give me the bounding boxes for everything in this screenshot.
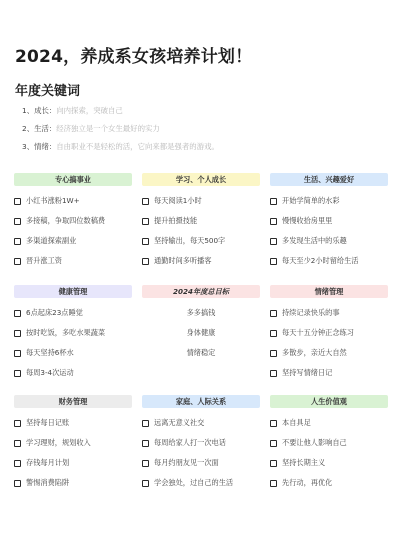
keyword-item — [22, 138, 392, 156]
item-text: 持续记录快乐的事 — [282, 308, 340, 317]
checkbox-icon[interactable] — [270, 238, 277, 245]
checklist-item[interactable] — [270, 323, 388, 343]
item-text: 本自具足 — [282, 418, 311, 427]
checkbox-icon[interactable] — [142, 460, 149, 467]
checklist-item[interactable] — [142, 453, 260, 473]
checklist-item[interactable] — [270, 433, 388, 453]
card-title: 家庭、人际关系 — [142, 395, 260, 408]
checklist-item[interactable] — [270, 363, 388, 383]
checklist-item[interactable] — [14, 433, 132, 453]
checkbox-icon[interactable] — [142, 198, 149, 205]
card-career — [14, 173, 132, 271]
item-text: 不要让他人影响自己 — [282, 438, 347, 447]
item-text: 多多搞钱 — [186, 308, 216, 317]
checklist-item[interactable] — [14, 363, 132, 383]
checkbox-icon[interactable] — [14, 310, 21, 317]
checklist-item[interactable] — [142, 433, 260, 453]
keyword-item — [22, 102, 392, 120]
checklist-item[interactable] — [142, 191, 260, 211]
checkbox-icon[interactable] — [14, 238, 21, 245]
item-text: 坚持写情绪日记 — [282, 368, 333, 377]
item-text: 慢慢收拾房里里 — [282, 216, 333, 225]
item-text: 提升拍摄技能 — [154, 216, 198, 225]
checkbox-icon[interactable] — [14, 440, 21, 447]
card-learning — [142, 173, 260, 271]
item-text: 每天阅读1小时 — [154, 196, 202, 205]
checkbox-icon[interactable] — [14, 420, 21, 427]
checkbox-icon[interactable] — [270, 420, 277, 427]
checkbox-icon[interactable] — [270, 440, 277, 447]
keywords-list — [22, 102, 392, 156]
item-text: 晋升涨工资 — [26, 256, 62, 265]
item-text: 坚持长期主义 — [282, 458, 326, 467]
checklist-item[interactable] — [270, 191, 388, 211]
item-text: 身体健康 — [186, 328, 216, 337]
checkbox-icon[interactable] — [270, 330, 277, 337]
checkbox-icon[interactable] — [14, 350, 21, 357]
item-text: 坚持输出，每天500字 — [154, 236, 226, 245]
checklist-item[interactable] — [270, 413, 388, 433]
card-title: 财务管理 — [14, 395, 132, 408]
item-text: 开始学简单的水彩 — [282, 196, 340, 205]
card-list — [14, 191, 132, 271]
checkbox-icon[interactable] — [142, 238, 149, 245]
checklist-item[interactable] — [142, 413, 260, 433]
item-text: 每月约朋友见一次面 — [154, 458, 219, 467]
checklist-item[interactable] — [14, 211, 132, 231]
checklist-item[interactable] — [142, 211, 260, 231]
checkbox-icon[interactable] — [270, 370, 277, 377]
item-text: 远离无意义社交 — [154, 418, 205, 427]
item-text: 每天坚持6杯水 — [26, 348, 74, 357]
checklist-item[interactable] — [14, 343, 132, 363]
card-list — [142, 413, 260, 493]
item-text: 学习理财，规划收入 — [26, 438, 91, 447]
checklist-item[interactable] — [270, 303, 388, 323]
checkbox-icon[interactable] — [142, 440, 149, 447]
item-text: 多渠道探索副业 — [26, 236, 77, 245]
checkbox-icon[interactable] — [142, 218, 149, 225]
card-title: 人生价值观 — [270, 395, 388, 408]
item-text: 情绪稳定 — [186, 348, 216, 357]
checkbox-icon[interactable] — [142, 480, 149, 487]
card-family — [142, 395, 260, 493]
keyword-label: 2、生活： — [22, 124, 57, 133]
checklist-item[interactable] — [142, 473, 260, 493]
checklist-item[interactable] — [14, 251, 132, 271]
goal-item — [142, 323, 260, 343]
keyword-item — [22, 120, 392, 138]
card-title: 专心搞事业 — [14, 173, 132, 186]
checklist-item[interactable] — [14, 453, 132, 473]
goal-item — [142, 303, 260, 323]
checklist-item[interactable] — [142, 251, 260, 271]
item-text: 警惕消费陷阱 — [26, 478, 70, 487]
card-list — [142, 191, 260, 271]
card-values — [270, 395, 388, 493]
keywords-heading: 年度关键词 — [15, 84, 81, 99]
item-text: 先行动，再优化 — [282, 478, 333, 487]
item-text: 多接稿，争取四位数稿费 — [26, 216, 106, 225]
checkbox-icon[interactable] — [14, 480, 21, 487]
item-text: 多发现生活中的乐趣 — [282, 236, 347, 245]
checkbox-icon[interactable] — [270, 198, 277, 205]
card-emotion — [270, 285, 388, 383]
card-list — [270, 191, 388, 271]
page-title: 2024，养成系女孩培养计划！ — [15, 47, 253, 67]
item-text: 学会独处，过自己的生活 — [154, 478, 234, 487]
item-text: 通勤时间多听播客 — [154, 256, 212, 265]
item-text: 坚持每日记账 — [26, 418, 70, 427]
checklist-item[interactable] — [270, 211, 388, 231]
item-text: 每天至少2小时留给生活 — [282, 256, 359, 265]
card-list — [142, 303, 260, 363]
keyword-label: 3、情绪： — [22, 142, 57, 151]
keyword-desc: 自由职业不是轻松的活，它向来都是强者的游戏。 — [56, 142, 219, 151]
card-title: 情绪管理 — [270, 285, 388, 298]
card-list — [270, 303, 388, 383]
card-title: 生活、兴趣爱好 — [270, 173, 388, 186]
checklist-item[interactable] — [14, 231, 132, 251]
checkbox-icon[interactable] — [270, 460, 277, 467]
checkbox-icon[interactable] — [14, 330, 21, 337]
item-text: 每周给家人打一次电话 — [154, 438, 226, 447]
item-text: 每周3-4次运动 — [26, 368, 74, 377]
card-title: 学习、个人成长 — [142, 173, 260, 186]
item-text: 小红书涨粉1W+ — [26, 196, 80, 205]
checklist-item[interactable] — [14, 323, 132, 343]
item-text: 多散步，亲近大自然 — [282, 348, 347, 357]
checkbox-icon[interactable] — [270, 218, 277, 225]
keyword-label: 1、成长： — [22, 106, 57, 115]
checklist-item[interactable] — [14, 473, 132, 493]
checkbox-icon[interactable] — [270, 310, 277, 317]
checkbox-icon[interactable] — [14, 258, 21, 265]
card-annual-goal — [142, 285, 260, 363]
checkbox-icon[interactable] — [270, 350, 277, 357]
checklist-item[interactable] — [270, 453, 388, 473]
checkbox-icon[interactable] — [142, 420, 149, 427]
checkbox-icon[interactable] — [270, 480, 277, 487]
checkbox-icon[interactable] — [14, 370, 21, 377]
card-list — [14, 413, 132, 493]
checklist-item[interactable] — [14, 191, 132, 211]
keyword-desc: 经济独立是一个女生最好的实力 — [56, 124, 160, 133]
checkbox-icon[interactable] — [14, 198, 21, 205]
item-text: 存钱每月计划 — [26, 458, 70, 467]
checklist-item[interactable] — [14, 303, 132, 323]
checkbox-icon[interactable] — [14, 218, 21, 225]
goal-item — [142, 343, 260, 363]
checkbox-icon[interactable] — [270, 258, 277, 265]
item-text: 6点起床23点睡觉 — [26, 308, 83, 317]
card-life — [270, 173, 388, 271]
card-title: 2024年度总目标 — [142, 285, 260, 298]
card-finance — [14, 395, 132, 493]
card-list — [270, 413, 388, 493]
checklist-item[interactable] — [142, 231, 260, 251]
card-list — [14, 303, 132, 383]
item-text: 每天十五分钟正念练习 — [282, 328, 354, 337]
card-title: 健康管理 — [14, 285, 132, 298]
checklist-item[interactable] — [270, 231, 388, 251]
item-text: 按时吃饭，多吃水果蔬菜 — [26, 328, 106, 337]
checklist-item[interactable] — [270, 473, 388, 493]
checklist-item[interactable] — [270, 343, 388, 363]
checkbox-icon[interactable] — [14, 460, 21, 467]
checklist-item[interactable] — [270, 251, 388, 271]
keyword-desc: 向内探索，突破自己 — [56, 106, 123, 115]
checkbox-icon[interactable] — [142, 258, 149, 265]
checklist-item[interactable] — [14, 413, 132, 433]
card-health — [14, 285, 132, 383]
